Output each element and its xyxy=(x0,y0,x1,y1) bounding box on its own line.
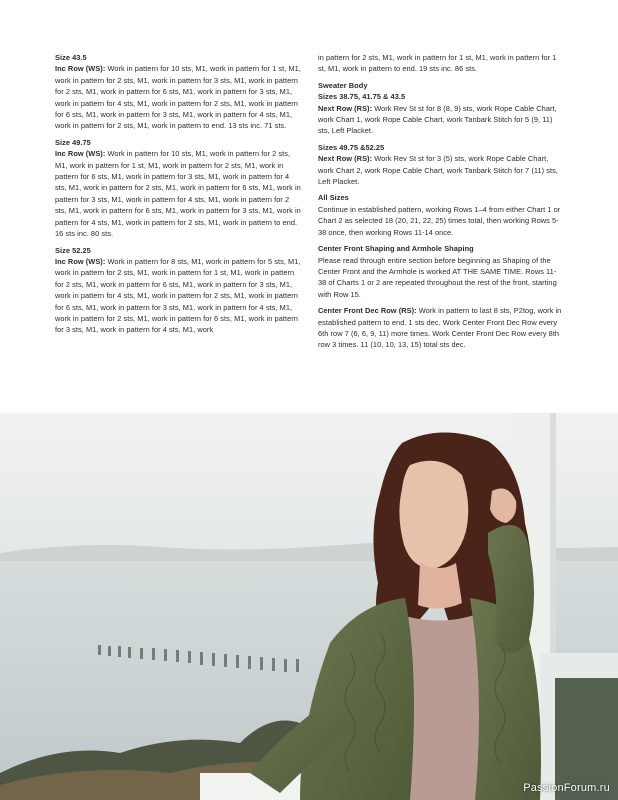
section-heading: Size 43.5 xyxy=(55,53,87,62)
row-label: Next Row (RS): xyxy=(318,154,373,164)
center-front-text: Please read through entire section before beginning as Shaping of the Center Front and the Armhole is worked AT THE SAME TIME. Rows 11-38 of Charts 1 or 2 are repeated throughout the rest of the front, starting with Row 15. xyxy=(318,255,557,299)
all-sizes-heading: All Sizes xyxy=(318,193,349,203)
row-instructions: Work in pattern to last 8 sts, P2tog, work in established pattern to end. 1 sts dec. Work Center Front Dec Row every 6th row 7 (6, 6, 9, 11) more times. Work Center Front Dec Row every 8th row 3 times. 11 (10, 10, 13, 15) total sts dec. xyxy=(318,306,562,350)
row-label: Inc Row (WS): xyxy=(55,149,106,159)
instructions-left-column xyxy=(55,52,301,341)
sweater-body-section xyxy=(318,80,564,137)
row-instructions: Work in pattern for 8 sts, M1, work in pattern for 5 sts, M1, work in pattern for 2 sts, M1, work in pattern for 1 st, M1, work in pattern for 2 sts, M1, work in pattern for 6 sts, M1, work in pattern for 3 sts, M1, work in pattern for 4 sts, M1, work in pattern for 2 sts, M1, work in pattern for 6 sts, M1, work in pattern for 3 sts, M1, work in pattern for 4 sts, M1, work in pattern for 2 sts, M1, work in pattern for 6 sts, M1, work in pattern for 3 sts, M1, work in pattern for 4 sts, M1, work xyxy=(55,256,301,335)
row-instructions: Work in pattern for 10 sts, M1, work in pattern for 1 st, M1, work in pattern for 2 sts, M1, work in pattern for 3 sts, M1, work in pattern for 2 sts, M1, work in pattern for 6 sts, M1, work in pattern for 3 sts, M1, work in pattern for 4 sts, M1, work in pattern for 2 sts, M1, work in pattern for 6 sts, M1, work in pattern for 3 sts, M1, work in pattern for 4 sts, M1, work in pattern for 2 sts, M1, work in pattern to end. 13 sts inc. 71 sts. xyxy=(55,64,301,131)
all-sizes-text: Continue in established pattern, working Rows 1–4 from either Chart 1 or Chart 2 as selected 18 (20, 21, 22, 25) times total, then working Rows 5-38 once, then working Rows 11-14 once. xyxy=(318,204,561,237)
section-heading: Size 49.75 xyxy=(55,137,91,147)
neck xyxy=(418,563,462,609)
continuation-paragraph xyxy=(318,52,564,75)
photo-illustration xyxy=(0,413,618,800)
sizes-heading: Sizes 38.75, 41.75 & 43.5 xyxy=(318,92,406,102)
sizes-b-section xyxy=(318,142,564,188)
center-front-section xyxy=(318,243,564,300)
model-photo xyxy=(0,413,618,800)
row-label: Inc Row (WS): xyxy=(55,256,106,266)
instructions-right-column xyxy=(318,52,564,356)
row-instructions: Work in pattern for 10 sts, M1, work in pattern for 2 sts, M1, work in pattern for 1 st, M1, work in pattern for 2 sts, M1, work in pattern for 6 sts, M1, work in pattern for 3 sts, M1, work in pattern for 4 sts, M1, work in pattern for 2 sts, M1, work in pattern for 6 sts, M1, work in pattern for 3 sts, M1, work in pattern for 4 sts, M1, work in pattern for 2 sts, M1, work in pattern for 6 sts, M1, work in pattern for 3 sts, M1, work in pattern for 4 sts, M1, work in pattern for 2 sts, M1, work in pattern to end. 16 sts inc. 80 sts. xyxy=(55,149,301,239)
center-front-dec-section xyxy=(318,305,564,351)
size-52-25-section xyxy=(55,245,301,336)
row-label: Center Front Dec Row (RS): xyxy=(318,306,417,316)
continuation-text: in pattern for 2 sts, M1, work in pattern for 1 st, M1, work in pattern for 1 st, M1, work in pattern to end. 19 sts inc. 86 sts. xyxy=(318,53,557,74)
sizes-heading: Sizes 49.75 &52.25 xyxy=(318,142,385,152)
sweater-body-heading: Sweater Body xyxy=(318,80,368,90)
size-49-75-section xyxy=(55,137,301,240)
center-front-heading: Center Front Shaping and Armhole Shaping xyxy=(318,244,474,254)
size-43-5-section xyxy=(55,52,301,132)
watermark: PassionForum.ru xyxy=(523,782,610,794)
row-instructions: Work Rev St st for 3 (5) sts, work Rope Cable Chart, work Chart 2, work Rope Cable Chart, work Tanbark Stitch for 7 (11) sts, Left Placket. xyxy=(318,154,558,187)
row-label: Inc Row (WS): xyxy=(55,64,106,74)
section-heading: Size 52.25 xyxy=(55,245,91,255)
row-instructions: Work Rev St st for 8 (8, 9) sts, work Rope Cable Chart, work Chart 1, work Rope Cable Chart, work Tanbark Stitch for 5 (9, 11) sts, Left Placket. xyxy=(318,103,557,136)
row-label: Next Row (RS): xyxy=(318,103,373,113)
all-sizes-section xyxy=(318,192,564,238)
